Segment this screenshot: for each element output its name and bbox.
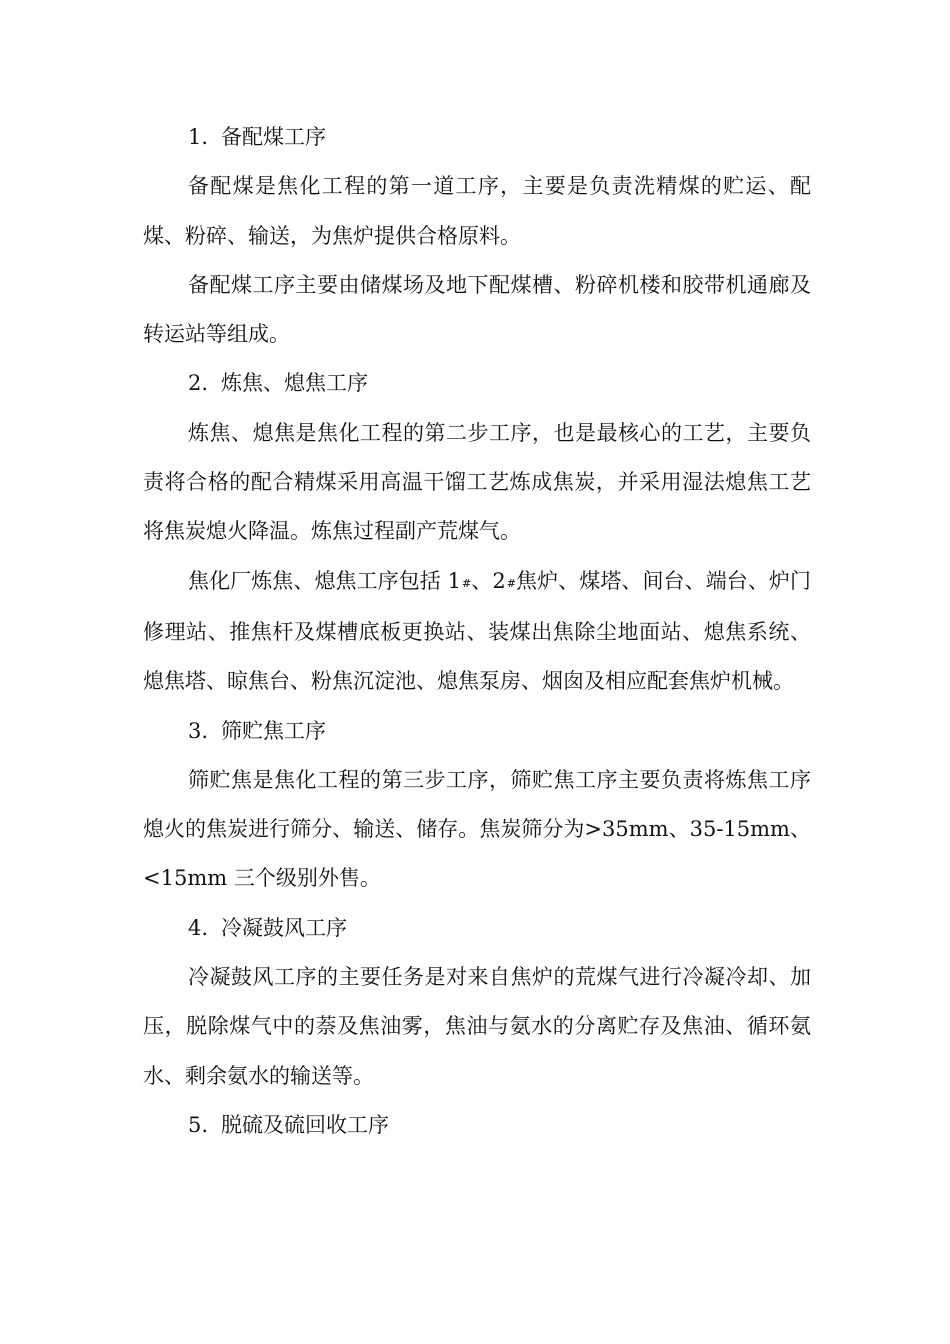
section-number: 3. xyxy=(188,718,209,743)
section-number: 4. xyxy=(188,915,209,940)
section-title: 脱硫及硫回收工序 xyxy=(221,1112,390,1137)
section-title: 筛贮焦工序 xyxy=(221,718,327,743)
number-sign-mark: # xyxy=(506,576,516,590)
paragraph-coke-oven-list xyxy=(143,557,811,707)
paragraph-text-suffix: 焦炉、煤塔、间台、端台、炉门修理站、推焦杆及煤槽底板更换站、装煤出焦除尘地面站、熄焦系统、熄焦塔、晾焦台、粉焦沉淀池、熄焦泵房、烟囱及相应配套焦炉机械。 xyxy=(143,568,811,694)
section-title: 备配煤工序 xyxy=(221,125,327,149)
paragraph-text-prefix: 焦化厂炼焦、熄焦工序包括 1 xyxy=(188,568,461,593)
section-heading-2 xyxy=(143,359,811,408)
paragraph: 筛贮焦是焦化工程的第三步工序，筛贮焦工序主要负责将炼焦工序熄火的焦炭进行筛分、输送、储存。焦炭筛分为>35mm、35-15mm、<15mm 三个级别外售。 xyxy=(143,767,811,891)
section-number: 2. xyxy=(188,371,209,396)
paragraph: 冷凝鼓风工序的主要任务是对来自焦炉的荒煤气进行冷凝冷却、加压，脱除煤气中的萘及焦油雾，焦油与氨水的分离贮存及焦油、循环氨水、剩余氨水的输送等。 xyxy=(143,965,811,1088)
section-number: 1. xyxy=(188,125,209,149)
section-heading-1 xyxy=(143,113,811,162)
section-heading-5 xyxy=(143,1101,811,1150)
paragraph: 炼焦、熄焦是焦化工程的第二步工序，也是最核心的工艺，主要负责将合格的配合精煤采用高温干馏工艺炼成焦炭，并采用湿法熄焦工艺将焦炭熄火降温。炼焦过程副产荒煤气。 xyxy=(143,420,811,544)
paragraph-text-middle: 、2 xyxy=(471,568,506,593)
section-title: 炼焦、熄焦工序 xyxy=(221,371,369,396)
section-heading-4 xyxy=(143,904,811,953)
section-heading-3 xyxy=(143,707,811,756)
section-number: 5. xyxy=(188,1112,209,1137)
section-title: 冷凝鼓风工序 xyxy=(221,915,348,940)
paragraph: 备配煤工序主要由储煤场及地下配煤槽、粉碎机楼和胶带机通廊及转运站等组成。 xyxy=(143,272,811,347)
number-sign-mark: # xyxy=(462,576,472,590)
paragraph: 备配煤是焦化工程的第一道工序，主要是负责洗精煤的贮运、配煤、粉碎、输送，为焦炉提供合格原料。 xyxy=(143,174,811,248)
document-body xyxy=(143,113,811,1150)
